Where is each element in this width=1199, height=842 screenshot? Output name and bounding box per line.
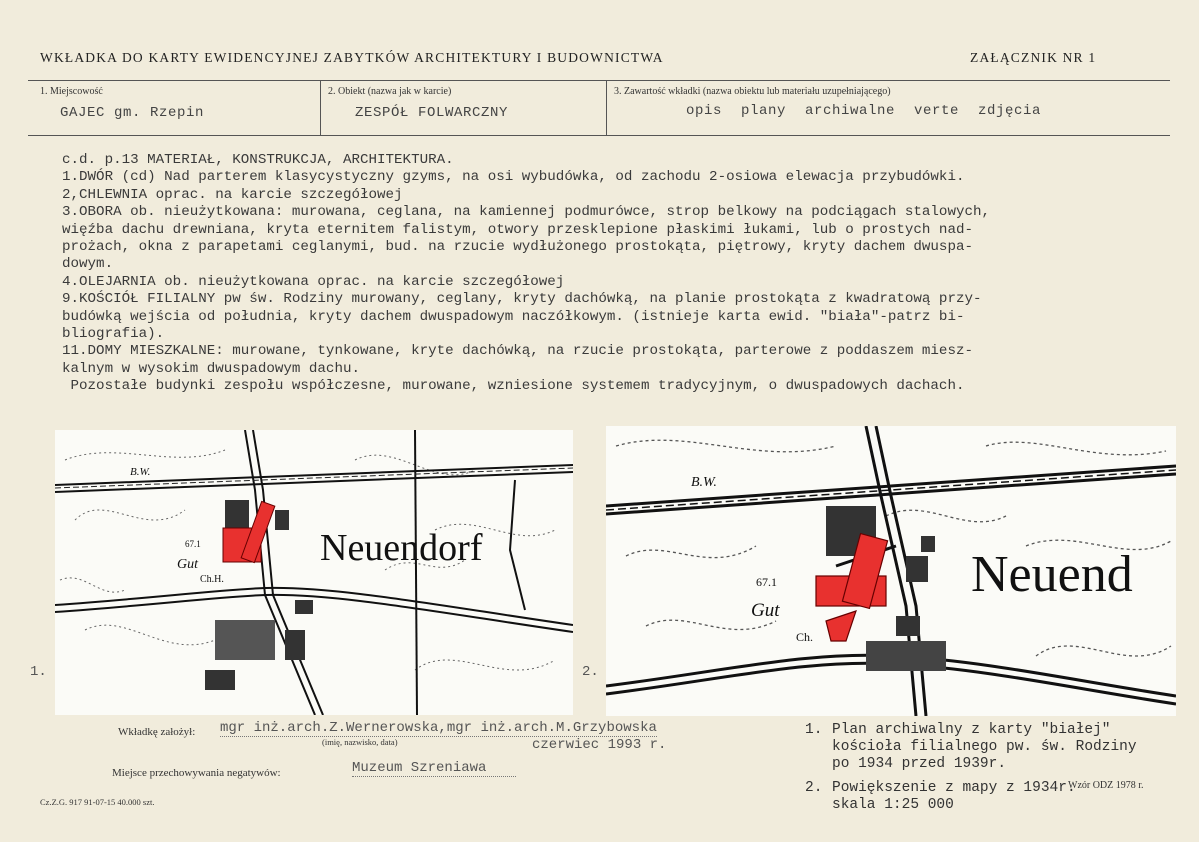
caption-line: Powiększenie z mapy z 1934r. — [832, 780, 1076, 796]
caption-line: Plan archiwalny z karty "białej" — [832, 722, 1111, 738]
svg-text:B.W.: B.W. — [691, 475, 717, 490]
svg-text:Ch.H.: Ch.H. — [200, 574, 224, 585]
caption-line: kościoła filialnego pw. św. Rodziny — [832, 739, 1137, 755]
field-contents-value: opis plany archiwalne verte zdjęcia — [686, 103, 1042, 119]
description-line: 3.OBORA ob. nieużytkowana: murowana, ceglana, na kamiennej podmurówce, strop belkowy na podciągach stalowych, — [62, 204, 991, 221]
caption-2 — [832, 780, 1076, 814]
field-object-label: 2. Obiekt (nazwa jak w karcie) — [328, 86, 452, 97]
description-line: 2,CHLEWNIA oprac. na karcie szczegółowej — [62, 186, 403, 203]
description-line: Pozostałe budynki zespołu współczesne, murowane, wzniesione systemem tradycyjnym, o dwuspadowych dachach. — [62, 378, 965, 395]
caption-1 — [832, 722, 1137, 773]
storage-label: Miejsce przechowywania negatywów: — [112, 767, 281, 779]
field-locality-value: GAJEC gm. Rzepin — [60, 105, 205, 121]
caption-line: po 1934 przed 1939r. — [832, 756, 1007, 772]
map-2-image — [606, 426, 1176, 716]
description-line: 4.OLEJARNIA ob. nieużytkowana oprac. na karcie szczegółowej — [62, 273, 565, 290]
svg-text:Gut: Gut — [751, 600, 780, 621]
description-line: c.d. p.13 MATERIAŁ, KONSTRUKCJA, ARCHITEKTURA. — [62, 152, 454, 168]
card-title: WKŁADKA DO KARTY EWIDENCYJNEJ ZABYTKÓW ARCHITEKTURY I BUDOWNICTWA — [40, 50, 664, 65]
svg-text:67.1: 67.1 — [185, 539, 201, 549]
description-line: budówką wejścia od południa, kryty dachem dwuspadowym naczółkowym. (istnieje karta ewid. "biała"-patrz bi- — [62, 308, 965, 325]
caption-2-number: 2. — [805, 780, 823, 796]
map-2-number: 2. — [582, 664, 599, 680]
description-line: kalnym w wysokim dwuspadowym dachu. — [62, 360, 360, 377]
description-line: prożach, okna z parapetami ceglanymi, bud. na rzucie wydłużonego prostokąta, piętrowy, kryty dachem dwuspa- — [62, 239, 973, 256]
description-line: dowym. — [62, 256, 114, 273]
field-locality-label: 1. Miejscowość — [40, 86, 103, 97]
map-1-image — [55, 430, 573, 715]
divider-2 — [606, 80, 607, 135]
svg-text:Ch.: Ch. — [796, 630, 814, 644]
rule-top — [28, 80, 1170, 81]
field-object-value: ZESPÓŁ FOLWARCZNY — [355, 105, 509, 121]
svg-text:67.1: 67.1 — [756, 575, 777, 589]
description-line: 1.DWÓR (cd) Nad parterem klasycystyczny gzyms, na osi wybudówka, od zachodu 2-osiowa elewacja przybudówki. — [62, 169, 965, 186]
caption-line: skala 1:25 000 — [832, 797, 954, 813]
rule-bottom — [28, 135, 1170, 136]
divider-1 — [320, 80, 321, 135]
founder-hint: (imię, nazwisko, data) — [322, 737, 398, 747]
storage-value: Muzeum Szreniawa — [352, 760, 516, 777]
map-1-number: 1. — [30, 664, 47, 680]
svg-text:Gut: Gut — [177, 557, 198, 572]
date-value: czerwiec 1993 r. — [532, 737, 667, 753]
founder-value: mgr inż.arch.Z.Wernerowska,mgr inż.arch.M.Grzybowska — [220, 720, 657, 736]
description-line: więźba dachu drewniana, kryta eternitem falistym, otwory przesklepione płaskimi łukami, lub o prostych nad- — [62, 221, 973, 238]
description-line: 11.DOMY MIESZKALNE: murowane, tynkowane, kryte dachówką, na rzucie prostokąta, parterowe z poddaszem miesz- — [62, 343, 973, 360]
description-line: bliografia). — [62, 326, 165, 343]
form-mark: Wzór ODZ 1978 r. — [1068, 780, 1144, 791]
svg-text:B.W.: B.W. — [130, 466, 151, 478]
svg-text:Neuendorf: Neuendorf — [320, 527, 483, 569]
caption-1-number: 1. — [805, 722, 823, 738]
print-info: Cz.Z.G. 917 91-07-15 40.000 szt. — [40, 797, 155, 807]
svg-text:Neuend: Neuend — [971, 546, 1133, 603]
field-contents-label: 3. Zawartość wkładki (nazwa obiektu lub materiału uzupełniającego) — [614, 86, 891, 97]
founder-label: Wkładkę założył: — [118, 726, 196, 738]
description-line: 9.KOŚCIÓŁ FILIALNY pw św. Rodziny murowany, ceglany, kryty dachówką, na planie prostokąta z kwadratową przy- — [62, 291, 982, 308]
description-text — [62, 152, 1162, 396]
attachment-number: ZAŁĄCZNIK NR 1 — [970, 50, 1097, 65]
